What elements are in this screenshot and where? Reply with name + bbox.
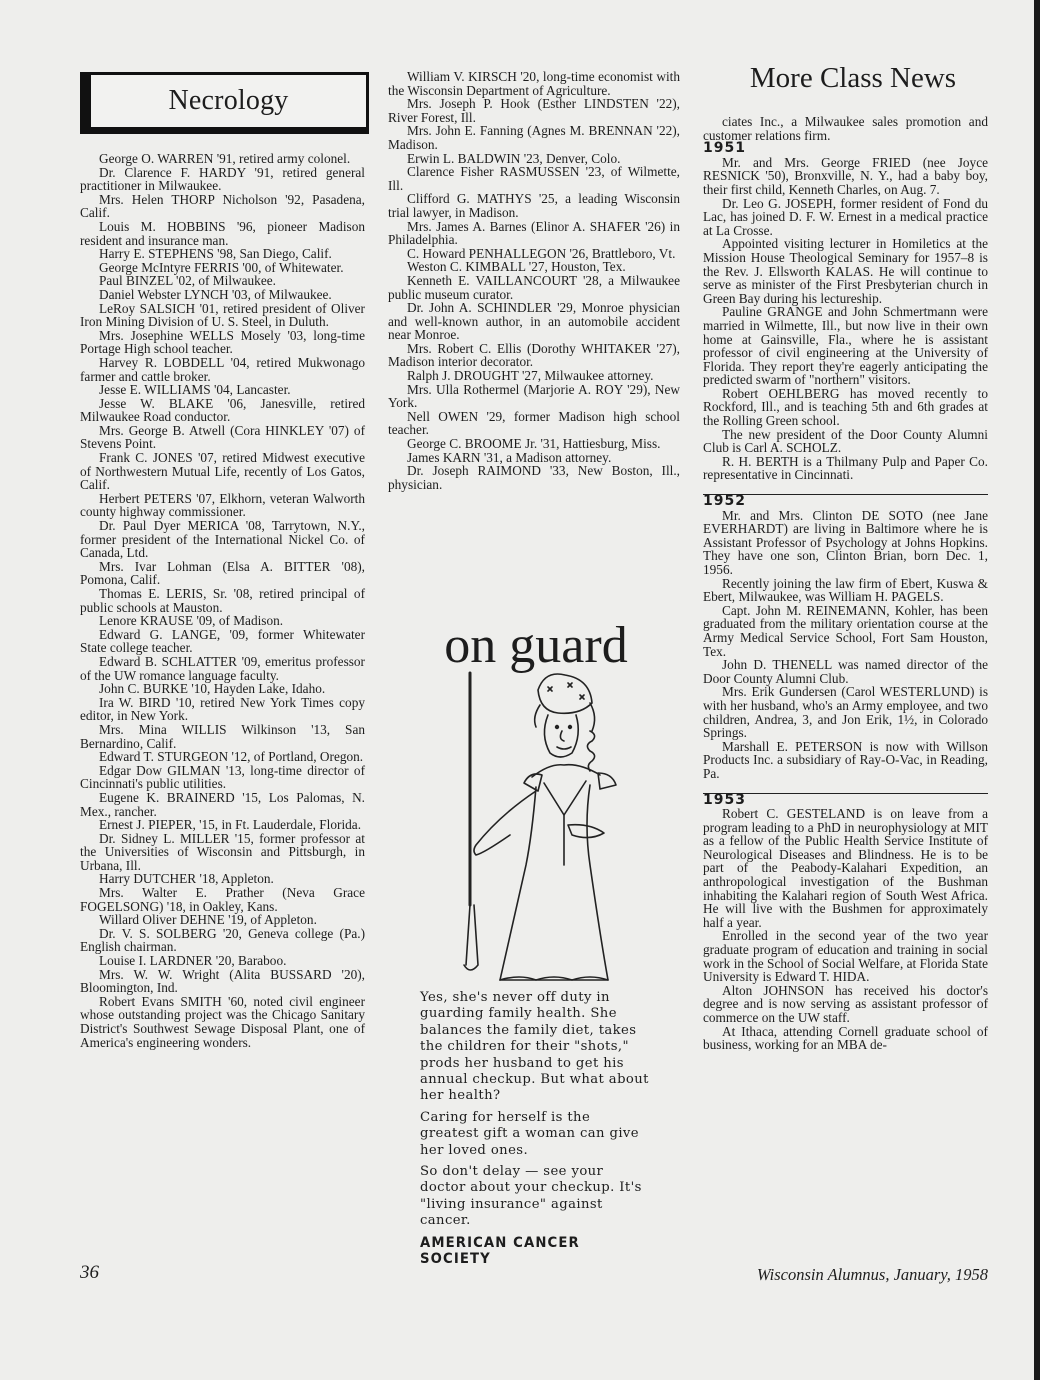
publication-line: Wisconsin Alumnus, January, 1958: [756, 1265, 988, 1284]
necrology-entry: Mrs. John E. Fanning (Agnes M. BRENNAN '22), Madison.: [388, 123, 680, 152]
class-news-item: Enrolled in the second year of the two year graduate program of education and training in social work in the School of Social Welfare, at Florida State University is Edward T. HIDA.: [703, 928, 988, 985]
woman-illustration: [440, 665, 632, 990]
class-news-item: At Ithaca, attending Cornell graduate school of business, working for an MBA de-: [703, 1023, 988, 1053]
ad-paragraph-1: Yes, she's never off duty in guarding family health. She balances the family diet, takes the children for their "shots," prods her husband to get his annual checkup. But what about her health?: [420, 990, 649, 1104]
page-edge: [1034, 0, 1040, 1380]
class-news-item: Mr. and Mrs. Clinton DE SOTO (nee Jane EVERHARDT) are living in Baltimore where he is Assistant Professor of Psychology at Johns Hopkins. They have one son, Clinton Brian, born Dec. 1, 1956.: [703, 507, 988, 577]
necrology-entry: Louis M. HOBBINS '96, pioneer Madison resident and insurance man.: [80, 218, 365, 248]
necrology-entry: Louise I. LARDNER '20, Baraboo.: [99, 953, 287, 969]
page-number: 36: [80, 1262, 99, 1283]
class-news-item: Capt. John M. REINEMANN, Kohler, has been graduated from the military orientation course at the Army Medical Service School, Fort Sam Houston, Tex.: [703, 602, 988, 659]
necrology-entry: Erwin L. BALDWIN '23, Denver, Colo.: [407, 150, 621, 166]
necrology-entry: Mrs. Robert C. Ellis (Dorothy WHITAKER '27), Madison interior decorator.: [388, 340, 680, 370]
necrology-entry: Weston C. KIMBALL '27, Houston, Tex.: [407, 259, 626, 275]
class-news-item: Recently joining the law firm of Ebert, Kuswa & Ebert, Milwaukee, was William H. PAGELS.: [703, 575, 988, 605]
class-news-item: The new president of the Door County Alumni Club is Carl A. SCHOLZ.: [703, 426, 988, 456]
class-news-column: [703, 115, 988, 1052]
class-news-item: Dr. Leo G. JOSEPH, former resident of Fond du Lac, has joined D. F. W. Ernest in a medical practice at La Crosse.: [703, 195, 988, 238]
class-news-item: Mrs. Erik Gundersen (Carol WESTERLUND) is with her husband, who's an Army employee, and two children, Andrea, 3, and Jon Erik, 1½, in Colorado Springs.: [703, 684, 988, 741]
necrology-entry: Mrs. James A. Barnes (Elinor A. SHAFER '26) in Philadelphia.: [388, 218, 680, 248]
necrology-entry: Edward B. SCHLATTER '09, emeritus professor of the UW romance language faculty.: [80, 653, 365, 683]
necrology-entry: Edgar Dow GILMAN '13, long-time director of Cincinnati's public utilities.: [80, 762, 365, 792]
class-news-item: Marshall E. PETERSON is now with Willson Products Inc. a subsidiary of Ray-O-Vac, in Reading, Pa.: [703, 738, 988, 781]
ad-body: [420, 990, 652, 1268]
necrology-entry: Nell OWEN '29, former Madison high school teacher.: [388, 408, 680, 438]
necrology-entry: Mrs. Josephine WELLS Mosely '03, long-time Portage High school teacher.: [80, 327, 365, 357]
necrology-column: [80, 152, 365, 1049]
necrology-entry: Clarence Fisher RASMUSSEN '23, of Wilmette, Ill.: [388, 164, 680, 193]
necrology-entry: Ira W. BIRD '10, retired New York Times copy editor, in New York.: [80, 694, 365, 724]
necrology-entry: Mrs. W. W. Wright (Alita BUSSARD '20), Bloomington, Ind.: [80, 966, 365, 996]
class-news-item: R. H. BERTH is a Thilmany Pulp and Paper Co. representative in Cincinnati.: [703, 453, 988, 483]
necrology-entry: Harry E. STEPHENS '98, San Diego, Calif.: [99, 246, 332, 262]
necrology-entry: Eugene K. BRAINERD '15, Los Palomas, N. Mex., rancher.: [80, 789, 365, 819]
necrology-entry: Daniel Webster LYNCH '03, of Milwaukee.: [99, 286, 332, 302]
necrology-entry: LeRoy SALSICH '01, retired president of Oliver Iron Mining Division of U. S. Steel, in Duluth.: [80, 300, 365, 330]
necrology-entry: Harry DUTCHER '18, Appleton.: [99, 871, 274, 887]
class-news-item: Mr. and Mrs. George FRIED (nee Joyce RESNICK '50), Bronxville, N. Y., had a baby boy, their first child, Kenneth Charles, on Aug. 7.: [703, 154, 988, 197]
necrology-entry: Kenneth E. VAILLANCOURT '28, a Milwaukee public museum curator.: [388, 272, 680, 302]
necrology-entry: Mrs. Walter E. Prather (Neva Grace FOGELSONG) '18, in Oakley, Kans.: [80, 885, 365, 914]
necrology-entry: George O. WARREN '91, retired army colonel.: [99, 151, 351, 166]
class-news-item: Robert C. GESTELAND is on leave from a program leading to a PhD in neurophysiology at MIT as a fellow of the Public Health Service Institute of Neurological Diseases and Blindness. He is to be part of the Peabody-Kalahari Expedition, an anthropological investigation of the Bushman inhabiting the Kalahari region of South West Africa. He will live with the Bushmen for approximately half a year.: [703, 806, 988, 930]
necrology-entry: Harvey R. LOBDELL '04, retired Mukwonago farmer and cattle broker.: [80, 354, 365, 384]
necrology-entry: George C. BROOME Jr. '31, Hattiesburg, Miss.: [407, 436, 661, 452]
necrology-entry: Ernest J. PIEPER, '15, in Ft. Lauderdale, Florida.: [99, 817, 362, 833]
necrology-entry: Mrs. Mina WILLIS Wilkinson '13, San Bernardino, Calif.: [80, 721, 365, 751]
necrology-title-box: [80, 72, 369, 134]
necrology-entry: William V. KIRSCH '20, long-time economist with the Wisconsin Department of Agriculture.: [388, 69, 680, 98]
class-news-item: Alton JOHNSON has received his doctor's degree and is now serving as assistant professor of commerce on the UW staff.: [703, 982, 988, 1025]
necrology-entry: Mrs. George B. Atwell (Cora HINKLEY '07) of Stevens Point.: [80, 422, 365, 452]
necrology-entry: Edward G. LANGE, '09, former Whitewater State college teacher.: [80, 626, 365, 656]
class-year-heading: 1952: [703, 493, 746, 510]
necrology-entry: George McIntyre FERRIS '00, of Whitewater.: [99, 259, 344, 275]
necrology-entry: Dr. John A. SCHINDLER '29, Monroe physician and well-known author, in an automobile accident near Monroe.: [388, 300, 680, 343]
necrology-entry: Dr. Paul Dyer MERICA '08, Tarrytown, N.Y., former president of the International Nickel Co. of Canada, Ltd.: [80, 518, 365, 561]
necrology-entry: Jesse W. BLAKE '06, Janesville, retired Milwaukee Road conductor.: [80, 395, 365, 425]
necrology-entry: Thomas E. LERIS, Sr. '08, retired principal of public schools at Mauston.: [80, 586, 365, 615]
class-news-item: Robert OEHLBERG has moved recently to Rockford, Ill., and is teaching 5th and 6th grades at the Rolling Green school.: [703, 385, 988, 429]
necrology-entry: James KARN '31, a Madison attorney.: [407, 449, 612, 465]
class-news-item: Pauline GRANGE and John Schmertmann were married in Wilmette, Ill., but now live in their own home at Gainsville, Fla., where he is assistant professor of civil engineering at the University of Florida. They report they're eagerly anticipating the predicted swarm of "northern" visitors.: [703, 304, 988, 388]
necrology-entry: Dr. Joseph RAIMOND '33, New Boston, Ill., physician.: [388, 463, 680, 492]
necrology-entry: Mrs. Ivar Lohman (Elsa A. BITTER '08), Pomona, Calif.: [80, 558, 365, 588]
necrology-entry: Dr. Clarence F. HARDY '91, retired general practitioner in Milwaukee.: [80, 164, 365, 194]
class-news-intro: ciates Inc., a Milwaukee sales promotion and customer relations firm.: [703, 114, 988, 143]
class-year-heading: 1953: [703, 791, 746, 808]
necrology-entry: Paul BINZEL '02, of Milwaukee.: [99, 273, 276, 289]
necrology-entry: Robert Evans SMITH '60, noted civil engineer whose outstanding project was the Chicago Sanitary District's Southwest Sewage Disposal Plant, one of America's engineering wonders.: [80, 993, 365, 1050]
ad-signature: AMERICAN CANCER SOCIETY: [420, 1234, 580, 1268]
necrology-entry: C. Howard PENHALLEGON '26, Brattleboro, Vt.: [407, 245, 676, 261]
class-news-item: Appointed visiting lecturer in Homiletics at the Mission House Theological Seminary for 1957–8 is the Rev. J. Ellsworth KALAS. He will continue to serve as minister of the First Presbyterian church in Green Bay during his lectureship.: [703, 236, 988, 306]
necrology-entry: Lenore KRAUSE '09, of Madison.: [99, 613, 284, 629]
ad-headline: on guard: [444, 617, 628, 674]
class-news-item: John D. THENELL was named director of the Door County Alumni Club.: [703, 657, 988, 686]
necrology-entry: Jesse E. WILLIAMS '04, Lancaster.: [99, 382, 291, 398]
necrology-entry: John C. BURKE '10, Hayden Lake, Idaho.: [99, 681, 326, 697]
class-year-heading: 1951: [703, 140, 746, 157]
necrology-entry: Mrs. Ulla Rothermel (Marjorie A. ROY '29), New York.: [388, 381, 680, 411]
necrology-entry: Dr. Sidney L. MILLER '15, former professor at the Universities of Wisconsin and Pittsburgh, in Urbana, Ill.: [80, 830, 365, 873]
necrology-entry: Clifford G. MATHYS '25, a leading Wisconsin trial lawyer, in Madison.: [388, 191, 680, 220]
ad-paragraph-2: Caring for herself is the greatest gift a woman can give her loved ones.: [420, 1109, 639, 1158]
necrology-continued-column: [388, 70, 680, 491]
necrology-entry: Mrs. Joseph P. Hook (Esther LINDSTEN '22), River Forest, Ill.: [388, 96, 680, 125]
necrology-entry: Frank C. JONES '07, retired Midwest executive of Northwestern Mutual Life, recently of Los Gatos, Calif.: [80, 450, 365, 493]
necrology-entry: Ralph J. DROUGHT '27, Milwaukee attorney.: [407, 368, 654, 384]
necrology-entry: Dr. V. S. SOLBERG '20, Geneva college (Pa.) English chairman.: [80, 925, 365, 955]
necrology-entry: Willard Oliver DEHNE '19, of Appleton.: [99, 912, 317, 928]
necrology-title: Necrology: [168, 85, 289, 116]
necrology-entry: Edward T. STURGEON '12, of Portland, Oregon.: [99, 749, 364, 765]
class-news-title: More Class News: [749, 62, 957, 94]
ad-paragraph-3: So don't delay — see your doctor about your checkup. It's "living insurance" against cancer.: [420, 1164, 642, 1229]
necrology-entry: Herbert PETERS '07, Elkhorn, veteran Walworth county highway commissioner.: [80, 490, 365, 520]
necrology-entry: Mrs. Helen THORP Nicholson '92, Pasadena, Calif.: [80, 191, 365, 221]
